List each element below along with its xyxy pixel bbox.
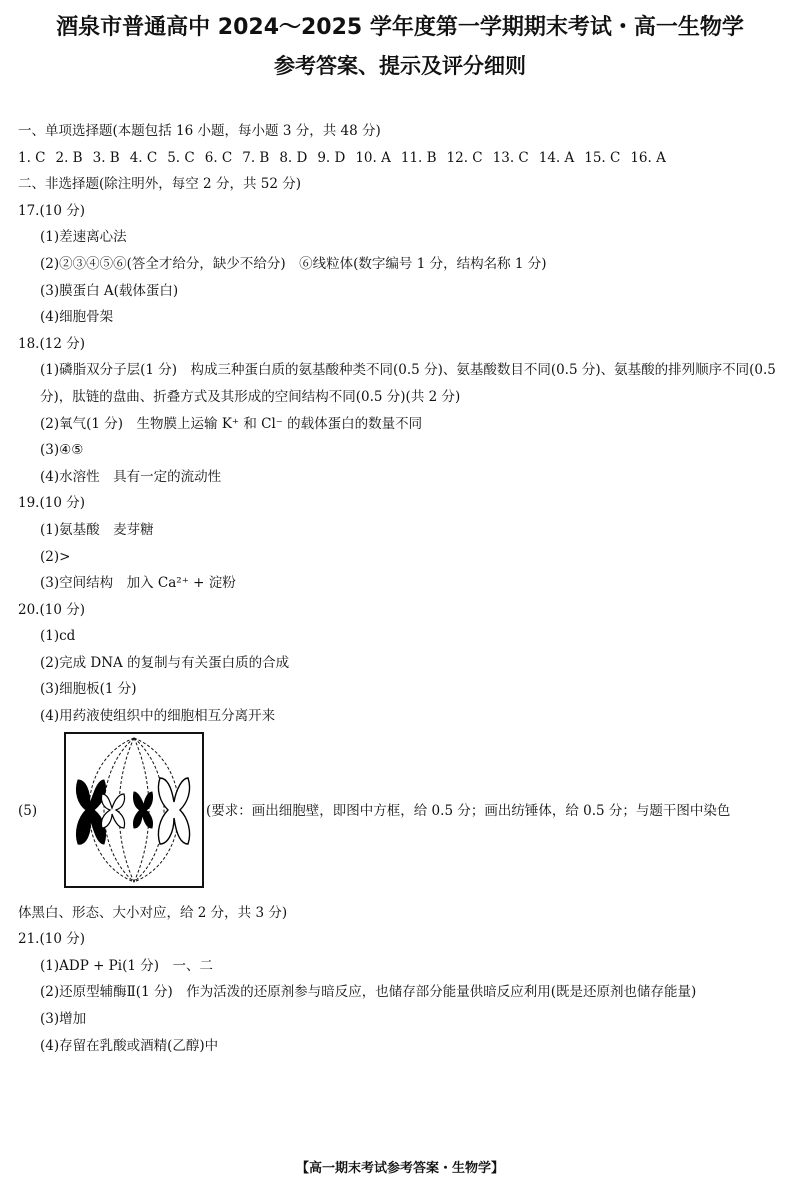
chromosome-large-black <box>76 780 105 844</box>
mcq-answers <box>18 145 786 172</box>
mcq-answer: 8. D <box>279 149 308 166</box>
q20-answer-5-label: (5) <box>18 802 38 819</box>
mitosis-anaphase-figure <box>64 732 204 888</box>
q17-answer-4: (4)细胞骨架 <box>40 309 114 326</box>
mcq-answer: 16. A <box>630 149 666 166</box>
q18-heading: 18.(12 分) <box>18 335 85 352</box>
chromosome-small-black <box>133 792 152 828</box>
mcq-answer: 3. B <box>92 149 120 166</box>
q17-answer-3: (3)膜蛋白 A(载体蛋白) <box>40 282 179 299</box>
q21-answer-3: (3)增加 <box>40 1011 87 1028</box>
mcq-answer: 14. A <box>538 149 575 166</box>
chromosome-large-white <box>158 778 189 844</box>
answer-content <box>18 118 786 1059</box>
q19-answer-1: (1)氨基酸 麦芽糖 <box>40 521 154 538</box>
mcq-answer: 6. C <box>204 149 233 166</box>
mcq-answer: 4. C <box>129 149 158 166</box>
mcq-answer: 7. B <box>242 149 270 166</box>
q20-answer-2: (2)完成 DNA 的复制与有关蛋白质的合成 <box>40 654 290 671</box>
q17-answer-2: (2)②③④⑤⑥(答全才给分，缺少不给分) ⑥线粒体(数字编号 1 分，结构名称 1 分) <box>40 255 547 272</box>
mcq-answer: 2. B <box>55 149 83 166</box>
q18-answer-3: (3)④⑤ <box>40 442 84 459</box>
q20-answer-3: (3)细胞板(1 分) <box>40 681 137 698</box>
mcq-answer: 13. C <box>492 149 529 166</box>
page-footer: 【高一期末考试参考答案・生物学】 <box>295 1161 504 1176</box>
q21-answer-1: (1)ADP + Pi(1 分) 一、二 <box>40 957 213 974</box>
chromosome-small-white <box>101 794 124 828</box>
q20-answer-5 <box>18 732 786 900</box>
q20-heading: 20.(10 分) <box>18 601 85 618</box>
q18-answer-4: (4)水溶性 具有一定的流动性 <box>40 468 222 485</box>
mcq-answer: 9. D <box>317 149 346 166</box>
spindle-fibers <box>89 738 179 882</box>
q19-answer-3: (3)空间结构 加入 Ca²⁺ + 淀粉 <box>40 575 236 592</box>
q21-heading: 21.(10 分) <box>18 931 85 948</box>
q20-answer-1: (1)cd <box>40 628 76 645</box>
page-title: 酒泉市普通高中 2024～2025 学年度第一学期期末考试・高一生物学 <box>56 15 744 40</box>
mcq-answer: 12. C <box>446 149 483 166</box>
mcq-answer: 1. C <box>18 149 46 166</box>
section1-heading: 一、单项选择题(本题包括 16 小题，每小题 3 分，共 48 分) <box>18 123 381 139</box>
q21-answer-2: (2)还原型辅酶Ⅱ(1 分) 作为活泼的还原剂参与暗反应，也储存部分能量供暗反应利用(既是还原剂也储存能量) <box>40 984 697 1001</box>
mcq-answer: 10. A <box>355 149 391 166</box>
mcq-answer: 5. C <box>167 149 195 166</box>
section2-heading: 二、非选择题(除注明外，每空 2 分，共 52 分) <box>18 176 301 193</box>
q19-heading: 19.(10 分) <box>18 495 85 512</box>
q20-answer-5-cont: 体黑白、形态、大小对应，给 2 分，共 3 分) <box>18 904 288 921</box>
mcq-answer: 11. B <box>400 149 437 166</box>
q21-answer-4: (4)存留在乳酸或酒精(乙醇)中 <box>40 1037 219 1054</box>
q17-answer-1: (1)差速离心法 <box>40 229 127 246</box>
q19-answer-2: (2)> <box>40 548 71 565</box>
q18-answer-2: (2)氧气(1 分) 生物膜上运输 K⁺ 和 Cl⁻ 的载体蛋白的数量不同 <box>40 415 423 432</box>
q17-heading: 17.(10 分) <box>18 202 85 219</box>
q20-answer-5-text: (要求：画出细胞壁，即图中方框，给 0.5 分；画出纺锤体，给 0.5 分；与题干图中染色 <box>206 802 731 819</box>
q18-answer-1: (1)磷脂双分子层(1 分) 构成三种蛋白质的氨基酸种类不同(0.5 分)、氨基酸数目不同(0.5 分)、氨基酸的排列顺序不同(0.5 分)，肽链的盘曲、折叠方式及其形成的空间结构不同(0.5 分)(共 2 分) <box>40 362 776 405</box>
mcq-answer: 15. C <box>584 149 621 166</box>
page-subtitle: 参考答案、提示及评分细则 <box>274 54 526 78</box>
q20-answer-4: (4)用药液使组织中的细胞相互分离开来 <box>40 708 276 725</box>
